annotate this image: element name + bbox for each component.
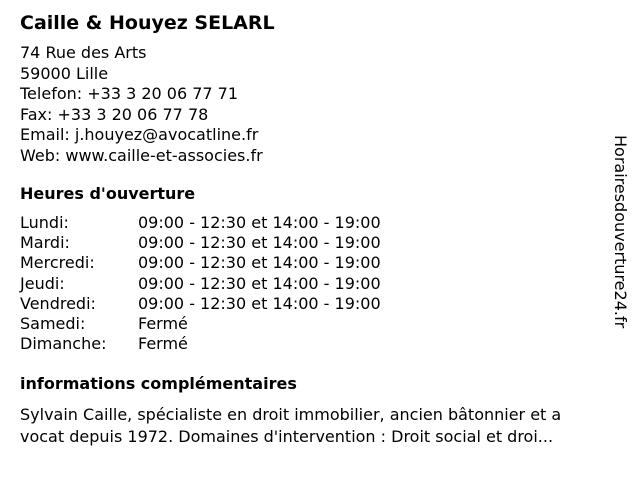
email-address: Email: j.houyez@avocatline.fr [20, 125, 259, 144]
address-line-2: 59000 Lille [20, 63, 109, 83]
time-value: 09:00 - 12:30 et 14:00 - 19:00 [138, 233, 381, 253]
contact-block [20, 43, 263, 166]
day-label: Dimanche: [20, 334, 107, 354]
hours-row-thursday [20, 274, 440, 294]
description-line-1: Sylvain Caille, spécialiste en droit immobilier, ancien bâtonnier et a [20, 405, 562, 424]
hours-row-saturday [20, 314, 440, 334]
hours-row-monday [20, 213, 440, 233]
time-value: 09:00 - 12:30 et 14:00 - 19:00 [138, 293, 381, 313]
time-value: Fermé [138, 334, 188, 354]
hours-row-sunday [20, 334, 440, 354]
hours-row-tuesday [20, 233, 440, 253]
time-value: 09:00 - 12:30 et 14:00 - 19:00 [138, 213, 381, 232]
opening-hours-table [20, 213, 440, 354]
day-label: Samedi: [20, 313, 86, 333]
time-value: 09:00 - 12:30 et 14:00 - 19:00 [138, 253, 381, 273]
website-address: Web: www.caille-et-associes.fr [20, 145, 263, 165]
phone-number: Telefon: +33 3 20 06 77 71 [20, 84, 239, 103]
day-label: Mardi: [20, 233, 70, 253]
fax-number: Fax: +33 3 20 06 77 78 [20, 104, 209, 124]
address-line-1: 74 Rue des Arts [20, 43, 147, 62]
time-value: 09:00 - 12:30 et 14:00 - 19:00 [138, 273, 381, 293]
description-line-2: vocat depuis 1972. Domaines d'intervention : Droit social et droi... [20, 427, 554, 446]
additional-information-title: informations complémentaires [20, 374, 297, 393]
site-watermark-text: Horairesdouverture24.fr [611, 135, 630, 329]
day-label: Vendredi: [20, 293, 96, 313]
hours-row-wednesday [20, 253, 440, 273]
hours-row-friday [20, 294, 440, 314]
opening-hours-title: Heures d'ouverture [20, 184, 196, 203]
day-label: Lundi: [20, 213, 69, 232]
time-value: Fermé [138, 313, 188, 333]
business-description [20, 404, 620, 448]
day-label: Jeudi: [20, 273, 65, 293]
day-label: Mercredi: [20, 253, 95, 273]
business-name: Caille & Houyez SELARL [20, 12, 275, 34]
